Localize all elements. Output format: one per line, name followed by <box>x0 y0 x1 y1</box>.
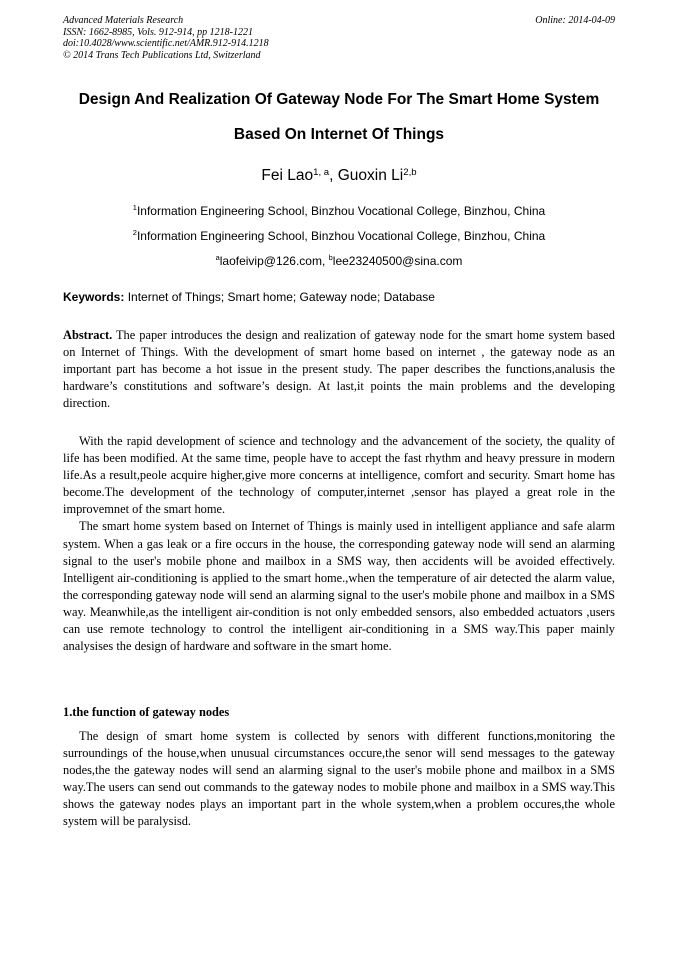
authors <box>40 167 638 185</box>
abstract-label: Abstract. <box>63 328 113 342</box>
affiliation-sup: 1 <box>132 203 137 213</box>
affiliation-1 <box>40 204 638 218</box>
section-1-body <box>63 728 615 831</box>
journal-info <box>63 15 269 61</box>
doi-line: doi:10.4028/www.scientific.net/AMR.912-914.1218 <box>63 38 269 49</box>
affiliation-text: Information Engineering School, Binzhou Vocational College, Binzhou, China <box>136 229 546 243</box>
affiliation-2 <box>40 229 638 243</box>
keywords <box>63 290 615 304</box>
email-link[interactable]: lee23240500@sina.com <box>332 254 463 268</box>
body-paragraph: The design of smart home system is collected by senors with different functions,monitoring the surroundings of the house,when unusual circumstances occure,the senor will send messages to the gateway nodes,the the gateway nodes will send an alarming signal to the user's mobile phone and mailbox in a SMS way.The users can send out commands to the gateway nodes to mobile phone and mailbox in a SMS way.This shows the gateway nodes plays an important part in the whole system,when a problem occures,the whole system will be paralysisd. <box>63 729 615 829</box>
issn-line: ISSN: 1662-8985, Vols. 912-914, pp 1218-1221 <box>63 26 253 38</box>
journal-name: Advanced Materials Research <box>63 15 184 26</box>
email-sup: a <box>215 253 220 263</box>
section-heading: 1.the function of gateway nodes <box>63 705 230 719</box>
email-link[interactable]: laofeivip@126.com <box>219 254 322 268</box>
introduction <box>63 433 615 655</box>
copyright-line: © 2014 Trans Tech Publications Ltd, Switzerland <box>63 49 261 61</box>
author-emails <box>40 254 638 268</box>
email-sup: b <box>328 253 333 263</box>
author-sup: 1, a <box>313 166 330 178</box>
paper-title-line-2: Based On Internet Of Things <box>233 126 445 143</box>
abstract <box>63 327 615 412</box>
affiliation-sup: 2 <box>132 228 137 238</box>
author-name: Guoxin Li <box>337 167 404 184</box>
affiliation-text: Information Engineering School, Binzhou Vocational College, Binzhou, China <box>136 204 546 218</box>
body-paragraph: With the rapid development of science and technology and the advancement of the society, the quality of life has been modified. At the same time, people have to accept the fast rhythm and heavy pressure in modern life.As a result,peole acquire higher,give more concerns at intelligence, comfort and security. Smart home has become.The development of the technology of computer,internet ,sensor has played a great role in the improvemnet of the smart home. <box>63 434 615 517</box>
author-name: Fei Lao <box>261 167 314 184</box>
abstract-text: The paper introduces the design and realization of gateway node for the smart home system based on Internet of Things. With the development of smart home based on internet , the gateway node as an important part has become a hot issue in the present study. The paper describes the functions,analusis the hardware’s constitutions and software’s design. At last,it points the main problems and the developing direction. <box>63 328 615 411</box>
online-date: Online: 2014-04-09 <box>535 15 615 26</box>
body-paragraph: The smart home system based on Internet of Things is mainly used in intelligent appliance and safe alarm system. When a gas leak or a fire occurs in the house, the corresponding gateway node will send an alarming signal to the user's mobile phone and mailbox in a SMS way, then accidents will be avoided effectively. Intelligent air-conditioning is applied to the smart home.,when the temperature of air detected the alarm value, the corresponding gateway node will send an alarming signal to the user's mobile phone and mailbox in a SMS way. Meanwhile,as the intelligent air-condition is not only embedded sensors, also embedded actuators ,users can use remote technology to control the intelligent air-conditioning in a SMS way.This paper mainly analysises the design of hardware and software in the smart home. <box>63 519 615 654</box>
email-separator: , <box>321 254 329 268</box>
paper-title-line-1: Design And Realization Of Gateway Node For The Smart Home System <box>78 91 600 108</box>
author-sup: 2,b <box>403 166 417 178</box>
author-separator: , <box>329 167 338 184</box>
keywords-label: Keywords: <box>63 290 125 304</box>
keywords-text: Internet of Things; Smart home; Gateway node; Database <box>124 290 435 304</box>
